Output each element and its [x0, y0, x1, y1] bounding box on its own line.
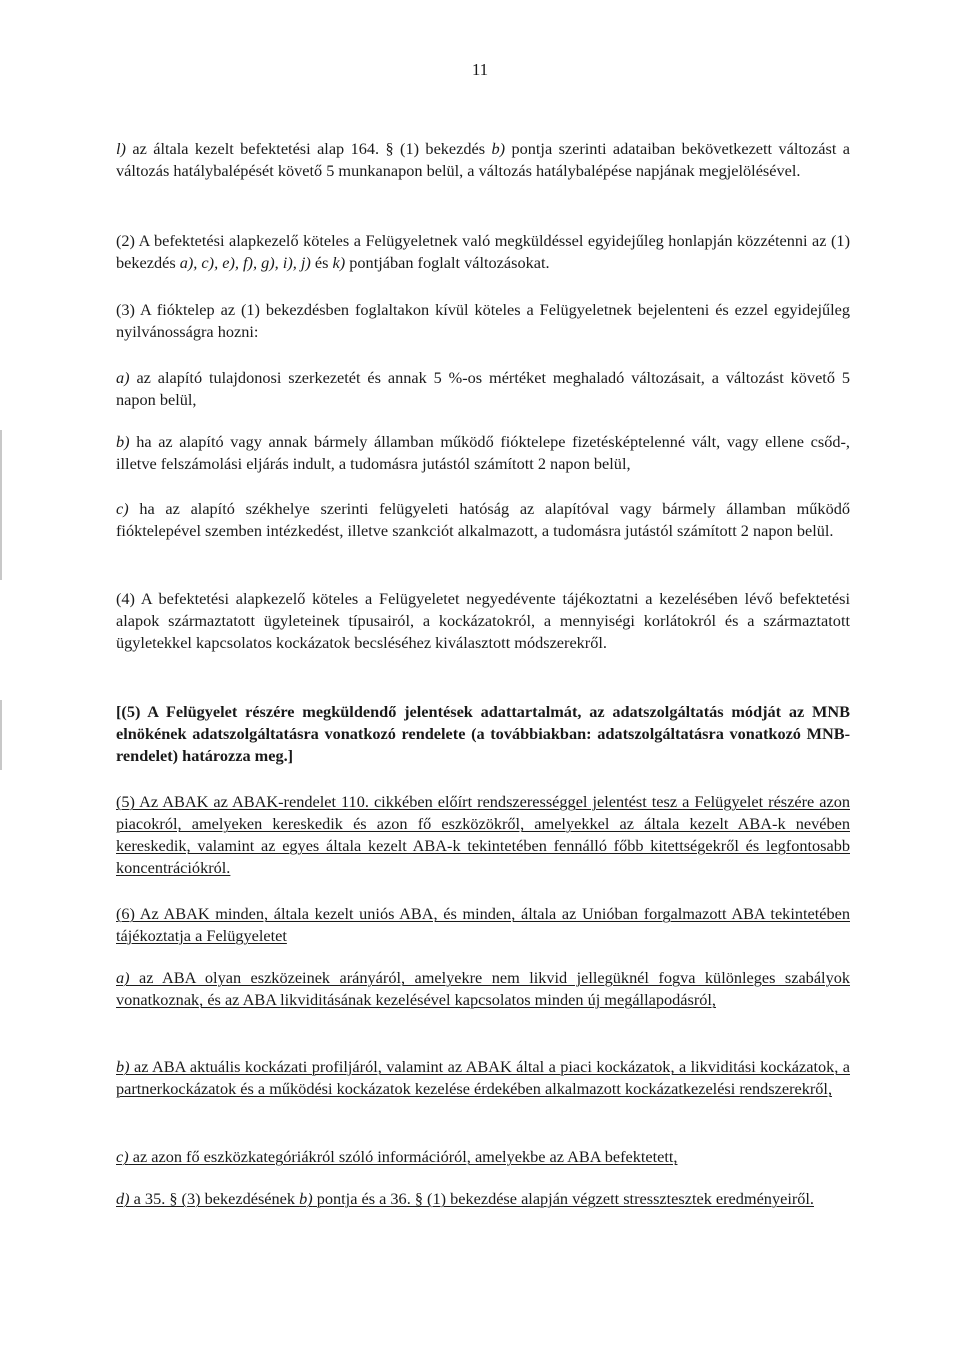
paragraph-text: az általa kezelt befektetési alap 164. § (1) bekezdés	[125, 139, 492, 158]
paragraph-3-b	[116, 431, 850, 475]
point-references: a), c), e), f), g), i), j)	[179, 253, 311, 272]
item-letter: c)	[116, 499, 129, 518]
paragraph-5-deleted: [(5) A Felügyelet részére megküldendő jelentések adattartalmát, az adatszolgáltatás módját az MNB elnökének adatszolgáltatásra vonatkozó rendelete (a továbbiakban: adatszolgáltatásra vonatkozó MNB-rendelet) határozza meg.]	[116, 702, 850, 765]
point-reference: b)	[299, 1189, 313, 1208]
paragraph-3: (3) A fióktelep az (1) bekezdésben foglaltakon kívül köteles a Felügyeletnek bejelenteni és ezzel egyidejűleg nyilvánosságra hozni:	[116, 300, 850, 341]
item-letter: d)	[116, 1189, 130, 1208]
scan-edge-mark	[0, 430, 2, 580]
paragraph-text: ha az alapító vagy annak bármely államban működő fióktelepe fizetésképtelenné vált, vagy ellene csőd-, illetve felszámolási eljárás indult, a tudomásra jutástól számított 2 napon belül,	[116, 432, 850, 473]
paragraph-l	[116, 138, 850, 182]
paragraph-text: és	[310, 253, 333, 272]
item-letter: a)	[116, 968, 130, 987]
paragraph-5-new: (5) Az ABAK az ABAK-rendelet 110. cikkében előírt rendszerességgel jelentést tesz a Felügyelet részére azon piacokról, amelyeken kereskedik és azon fő eszközökről, amelyekkel az általa kezelt ABA-k nevében kereskedik, valamint az egyes általa kezelt ABA-k tekintetében fennálló főbb kitettségekről és legfontosabb koncentrációkról.	[116, 792, 850, 877]
page-number: 11	[471, 60, 489, 79]
paragraph-text: (2) A befektetési alapkezelő köteles a Felügyeletnek való megküldéssel egyidejűleg honlapján közzétenni az (1) bekezdés	[116, 231, 850, 272]
paragraph-3-a	[116, 367, 850, 411]
paragraph-6: (6) Az ABAK minden, általa kezelt uniós ABA, és minden, általa az Unióban forgalmazott ABA tekintetében tájékoztatja a Felügyeletet	[116, 904, 850, 945]
paragraph-6-d	[116, 1188, 850, 1210]
item-letter: c)	[116, 1147, 129, 1166]
paragraph-text: pontja szerinti adataiban bekövetkezett változást a változás hatálybalépését követő 5 munkanapon belül, a változás hatálybalépése napjának megjelölésével.	[116, 139, 850, 180]
paragraph-3-c	[116, 498, 850, 542]
point-reference: k)	[332, 253, 346, 272]
paragraph-text: az azon fő eszközkategóriákról szóló információról, amelyekbe az ABA befektetett,	[128, 1147, 678, 1166]
item-letter: a)	[116, 368, 130, 387]
scan-edge-mark	[0, 700, 2, 770]
paragraph-2	[116, 230, 850, 274]
paragraph-text: az ABA olyan eszközeinek arányáról, amelyekre nem likvid jellegüknél fogva különleges szabályok vonatkoznak, és az ABA likviditásának kezelésével kapcsolatos minden új megállapodásról,	[116, 968, 850, 1009]
paragraph-text: az alapító tulajdonosi szerkezetét és annak 5 %-os mértéket meghaladó változásait, a változást követő 5 napon belül,	[116, 368, 850, 409]
paragraph-text: az ABA aktuális kockázati profiljáról, valamint az ABAK által a piaci kockázatok, a likviditási kockázatok, a partnerkockázatok és a működési kockázatok kezelése érdekében alkalmazott kockázatkezelési rendszerekről,	[116, 1057, 850, 1098]
paragraph-6-c	[116, 1146, 850, 1168]
item-letter: b)	[116, 1057, 130, 1076]
paragraph-text: pontjában foglalt változásokat.	[345, 253, 550, 272]
paragraph-4: (4) A befektetési alapkezelő köteles a Felügyeletet negyedévente tájékoztatni a kezelésében lévő befektetési alapok származtatott ügyleteinek típusairól, a kockázatokról, a mennyiségi korlátokról és a származtatott ügyletekkel kapcsolatos kockázatok becsléséhez kiválasztott módszerekről.	[116, 589, 850, 652]
paragraph-text: a 35. § (3) bekezdésének	[129, 1189, 300, 1208]
paragraph-text: ha az alapító székhelye szerinti felügyeleti hatóság az alapítóval vagy bármely államban működő fióktelepével szemben intézkedést, illetve szankciót alkalmazott, a tudomásra jutástól számított 2 napon belül.	[116, 499, 850, 540]
item-letter: b)	[116, 432, 130, 451]
paragraph-text: pontja és a 36. § (1) bekezdése alapján végzett stressztesztek eredményeiről.	[312, 1189, 814, 1208]
paragraph-6-a	[116, 967, 850, 1011]
item-letter: l)	[116, 139, 126, 158]
paragraph-6-b	[116, 1056, 850, 1100]
point-reference: b)	[491, 139, 506, 158]
